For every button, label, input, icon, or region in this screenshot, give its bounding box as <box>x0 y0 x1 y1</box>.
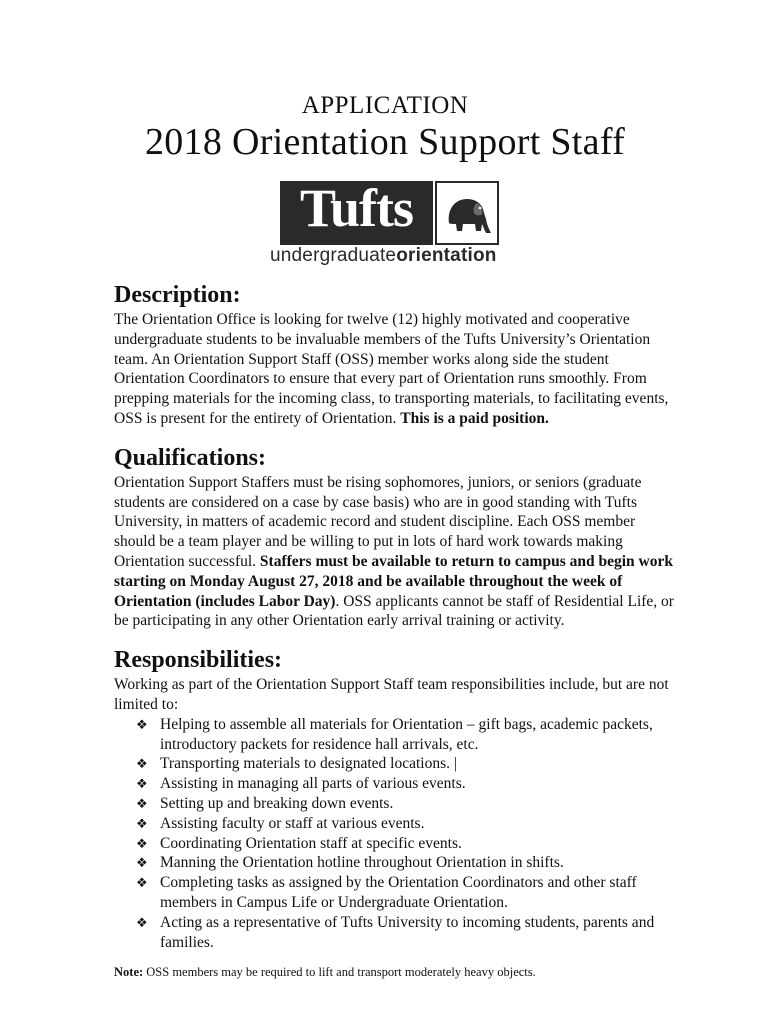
bullet-icon: ❖ <box>136 875 148 891</box>
bullet-icon: ❖ <box>136 776 148 792</box>
qualifications-body: Orientation Support Staffers must be rising sophomores, juniors, or seniors (graduate students are considered on a case by case basis) who are in good standing with Tufts University, in matters of academic record and student discipline. Each OSS member should be a team player and be willing to put in lots of hard work towards making Orientation successful. <box>114 473 642 570</box>
logo-wordmark: Tufts <box>299 178 414 238</box>
qualifications-body-end: . OSS applicants cannot be staff of Residential Life, or be participating in any other Orientation early arrival training or activity. <box>114 592 674 630</box>
list-item-text: Manning the Orientation hotline throughout Orientation in shifts. <box>160 854 564 872</box>
list-item <box>128 794 674 814</box>
list-item-text: Completing tasks as assigned by the Orientation Coordinators and other staff members in Campus Life or Undergraduate Orientation. <box>160 874 637 911</box>
responsibilities-intro: Working as part of the Orientation Support Staff team responsibilities include, but are not limited to: <box>114 676 669 713</box>
list-item <box>128 814 674 834</box>
paid-position-note: This is a paid position. <box>400 409 549 427</box>
tufts-orientation-logo <box>264 179 504 269</box>
responsibilities-heading: Responsibilities: <box>114 647 283 674</box>
list-item-text: Coordinating Orientation staff at specific events. <box>160 834 462 852</box>
qualifications-text <box>114 473 674 631</box>
qualifications-section <box>114 443 674 631</box>
list-item <box>128 715 674 755</box>
logo-wordmark-box <box>280 178 433 245</box>
list-item <box>128 853 674 873</box>
logo-subtitle-bold: orientation <box>396 245 497 266</box>
description-section <box>114 280 674 429</box>
list-item <box>128 873 674 913</box>
responsibilities-list <box>114 715 674 953</box>
list-item-text: Helping to assemble all materials for Orientation – gift bags, academic packets, introductory packets for residence hall arrivals, etc. <box>160 715 653 753</box>
list-item-text: Assisting faculty or staff at various events. <box>160 814 425 832</box>
bullet-icon: ❖ <box>136 815 148 831</box>
list-item-text: Transporting materials to designated locations. | <box>160 755 457 773</box>
list-item-text: Assisting in managing all parts of various events. <box>160 775 466 793</box>
document-content <box>114 280 674 994</box>
bullet-icon: ❖ <box>136 716 148 732</box>
application-label: APPLICATION <box>301 92 469 119</box>
description-text <box>114 310 674 429</box>
note-text: OSS members may be required to lift and transport moderately heavy objects. <box>143 965 536 980</box>
bullet-icon: ❖ <box>136 855 148 871</box>
bullet-icon: ❖ <box>136 795 148 811</box>
description-heading: Description: <box>114 282 241 308</box>
logo-subtitle <box>270 245 504 267</box>
list-item <box>128 754 674 774</box>
note-label: Note: <box>114 965 144 980</box>
bullet-icon: ❖ <box>136 756 148 772</box>
bullet-icon: ❖ <box>136 914 148 930</box>
qualifications-heading: Qualifications: <box>114 444 267 471</box>
logo-subtitle-light: undergraduate <box>270 245 397 266</box>
list-item-text: Acting as a representative of Tufts University to incoming students, parents and families. <box>160 913 655 951</box>
elephant-icon <box>435 181 499 245</box>
bullet-icon: ❖ <box>136 835 148 851</box>
list-item <box>128 774 674 794</box>
page-title: 2018 Orientation Support Staff <box>144 121 626 163</box>
list-item <box>128 834 674 854</box>
list-item-text: Setting up and breaking down events. <box>160 794 394 812</box>
note <box>114 964 674 980</box>
list-item <box>128 913 674 953</box>
description-body: The Orientation Office is looking for twelve (12) highly motivated and cooperative undergraduate students to be invaluable members of the Tufts University’s Orientation team. An Orientation Support Staff (OSS) member works along side the student Orientation Coordinators to ensure that every part of Orientation runs smoothly. From prepping materials for the incoming class, to transporting materials, to facilitating events, OSS is present for the entirety of Orientation. <box>114 311 669 427</box>
availability-requirement: Staffers must be available to return to campus and begin work starting on Monday August 27, 2018 and be available throughout the week of Orientation (includes Labor Day) <box>114 552 673 610</box>
responsibilities-section <box>114 645 674 980</box>
